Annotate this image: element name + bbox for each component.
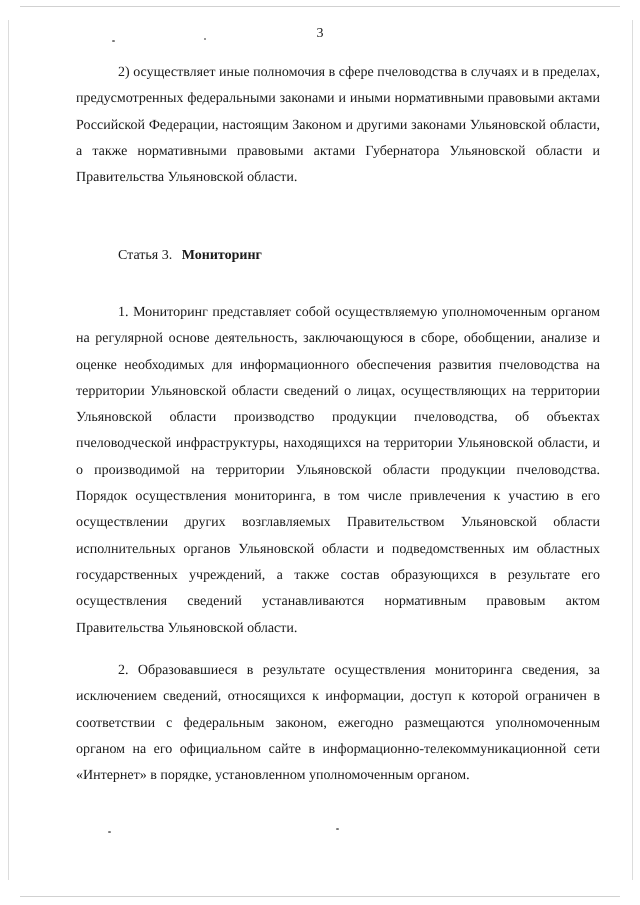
article-3-paragraph-2: 2. Образовавшиеся в результате осуществления мониторинга сведения, за исключением сведений, относящихся к информации, доступ к которой ограничен в соответствии с федеральным законом, ежегодно размещаются уполномоченным органом на его официальном сайте в информационно-телекоммуникационной сети «Интернет» в порядке, установленном уполномоченным органом.	[76, 663, 600, 784]
scan-edge-right	[632, 20, 633, 880]
scan-speck	[108, 831, 111, 833]
scan-edge-top	[20, 6, 620, 7]
scan-edge-bottom	[20, 896, 620, 897]
scan-speck	[336, 828, 339, 830]
page-number: 3	[316, 26, 324, 41]
article-3-paragraph-1: 1. Мониторинг представляет собой осуществляемую уполномоченным органом на регулярной основе деятельность, заключающуюся в сборе, обобщении, анализе и оценке необходимых для информационного обеспечения развития пчеловодства на территории Ульяновской области сведений о лицах, осуществляющих на территории Ульяновской области производство продукции пчеловодства, об объектах пчеловодческой инфраструктуры, находящихся на территории Ульяновской области, и о производимой на территории Ульяновской области продукции пчеловодства. Порядок осуществления мониторинга, в том числе привлечения к участию в его осуществлении других возглавляемых Правительством Ульяновской области исполнительных органов Ульяновской области и подведомственных им областных государственных учреждений, а также состав образующихся в результате его осуществления сведений устанавливаются нормативным правовым актом Правительства Ульяновской области.	[76, 305, 600, 636]
scan-edge-left	[8, 20, 9, 880]
article-heading	[118, 246, 262, 266]
article-title: Мониторинг	[181, 248, 262, 263]
paragraph-item-2: 2) осуществляет иные полномочия в сфере пчеловодства в случаях и в пределах, предусмотренных федеральными законами и иными нормативными правовыми актами Российской Федерации, настоящим Законом и другими законами Ульяновской области, а также нормативными правовыми актами Губернатора Ульяновской области и Правительства Ульяновской области.	[76, 65, 600, 186]
article-label: Статья 3.	[118, 248, 173, 263]
